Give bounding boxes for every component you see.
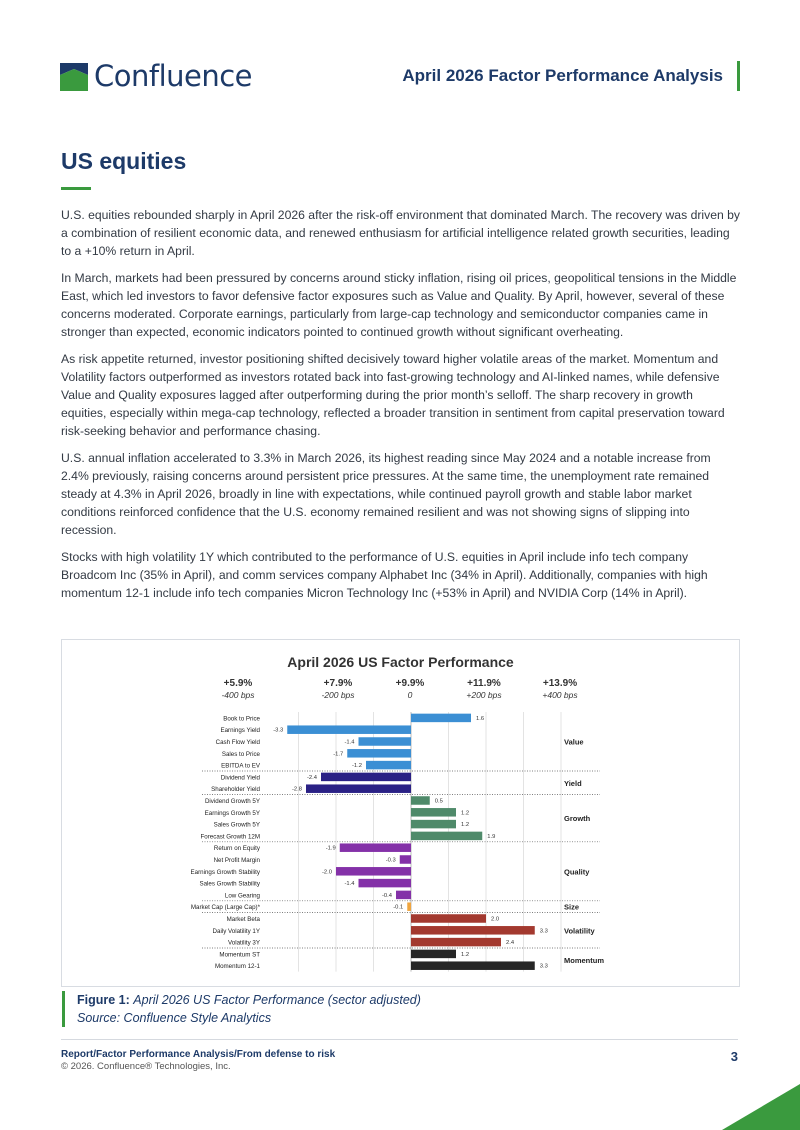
bar xyxy=(340,843,411,852)
scenario-bps: +400 bps xyxy=(542,690,578,700)
bar xyxy=(411,832,482,841)
paragraph: In March, markets had been pressured by concerns around sticky inflation, rising oil prices, geopolitical tensions in the Middle East, which led investors to favor defensive factor exposures such as Value and Quality. By April, however, several of these concerns moderated. Corporate earnings, particularly from large-cap technology and semiconductor companies came in stronger than expected, economic indicators pointed to continued growth without significant overheating. xyxy=(61,271,737,339)
page-number: 3 xyxy=(730,1049,738,1064)
bar xyxy=(359,737,412,746)
bar xyxy=(411,808,456,817)
scenario-return: +13.9% xyxy=(542,678,578,689)
bar xyxy=(411,914,486,923)
body-text xyxy=(61,206,741,611)
bar xyxy=(411,938,501,947)
bar xyxy=(336,867,411,876)
category-label: Shareholder Yield xyxy=(211,786,260,794)
scenario-return: +9.9% xyxy=(395,678,425,689)
category-label: Volatility 3Y xyxy=(228,939,260,947)
category-label: Net Profit Margin xyxy=(213,857,260,864)
category-label: Cash Flow Yield xyxy=(215,739,260,746)
scenario-return: +11.9% xyxy=(467,678,501,689)
bar xyxy=(411,961,535,970)
section-title: US equities xyxy=(61,148,187,174)
figure-label: Figure 1: xyxy=(77,993,130,1007)
bar xyxy=(411,796,430,805)
value-label: -2.0 xyxy=(322,869,332,876)
bar xyxy=(411,950,456,959)
bar xyxy=(287,725,411,734)
logo-text: Confluence xyxy=(94,59,253,93)
bar xyxy=(306,784,411,793)
scenario-return: +7.9% xyxy=(323,678,353,689)
value-label: 3.3 xyxy=(539,928,548,935)
category-label: Return on Equity xyxy=(213,845,260,853)
footer-copyright: © 2026. Confluence® Technologies, Inc. xyxy=(61,1061,231,1072)
category-label: Momentum ST xyxy=(219,951,260,959)
category-label: Earnings Yield xyxy=(220,727,260,735)
value-label: 2.4 xyxy=(506,940,515,947)
value-label: -1.4 xyxy=(344,881,355,888)
value-label: 1.2 xyxy=(461,822,470,829)
category-label: Earnings Growth 5Y xyxy=(204,809,260,817)
category-label: Market Cap (Large Cap)* xyxy=(190,904,260,912)
value-label: -2.8 xyxy=(292,786,302,793)
value-label: 1.9 xyxy=(487,833,496,840)
confluence-logo xyxy=(60,58,252,94)
category-label: Dividend Yield xyxy=(220,774,260,782)
scenario-bps: -400 bps xyxy=(221,690,255,700)
category-label: Momentum 12-1 xyxy=(214,963,260,971)
scenario-bps: +200 bps xyxy=(466,690,502,700)
bar xyxy=(411,714,471,723)
bar xyxy=(411,926,535,935)
category-label: Sales to Price xyxy=(221,750,260,758)
bar xyxy=(396,891,411,900)
value-label: 3.3 xyxy=(539,963,548,970)
paragraph: U.S. equities rebounded sharply in April 2026 after the risk-off environment that dominated March. The recovery was driven by a combination of resilient economic data, and renewed enthusiasm for artificial intelligence related growth securities, leading to a +10% return in April. xyxy=(61,208,741,258)
scenario-bps: -200 bps xyxy=(321,690,355,700)
group-label: Volatility xyxy=(564,926,595,936)
category-label: Market Beta xyxy=(226,916,260,923)
value-label: -0.1 xyxy=(393,904,404,911)
value-label: 0.5 xyxy=(434,798,443,805)
header-accent-bar xyxy=(737,61,740,91)
value-label: -0.3 xyxy=(385,857,396,864)
category-label: Earnings Growth Stability xyxy=(190,868,260,876)
value-label: 2.0 xyxy=(491,916,500,923)
category-label: Book to Price xyxy=(223,715,260,723)
bar xyxy=(411,820,456,829)
value-label: 1.2 xyxy=(461,810,470,817)
bar xyxy=(359,879,412,888)
scenario-bps: 0 xyxy=(407,690,413,700)
group-label: Size xyxy=(564,902,580,912)
bar xyxy=(400,855,411,864)
paragraph: Stocks with high volatility 1Y which contributed to the performance of U.S. equities in April include info tech company Broadcom Inc (35% in April), and comm services company Alphabet Inc (34% in April). Additionally, companies with high momentum 12-1 include info tech companies Micron Technology Inc (+53% in April) and NVIDIA Corp (14% in April). xyxy=(61,550,708,600)
category-label: Dividend Growth 5Y xyxy=(204,798,260,805)
value-label: -0.4 xyxy=(382,892,392,899)
corner-decoration xyxy=(722,1084,800,1130)
group-label: Value xyxy=(564,737,584,747)
bar xyxy=(321,773,411,782)
factor-performance-chart xyxy=(61,639,740,987)
figure-text: April 2026 US Factor Performance (sector adjusted) xyxy=(133,993,421,1007)
value-label: 1.6 xyxy=(476,715,485,722)
value-label: -1.9 xyxy=(325,845,336,852)
value-label: -1.4 xyxy=(344,739,355,746)
group-label: Yield xyxy=(564,778,582,788)
bar xyxy=(407,902,411,911)
group-label: Growth xyxy=(564,814,591,824)
figure-caption xyxy=(62,991,421,1027)
category-label: Forecast Growth 12M xyxy=(200,833,260,841)
category-label: Sales Growth 5Y xyxy=(213,821,260,829)
bar xyxy=(347,749,411,758)
chart-canvas xyxy=(62,640,739,986)
value-label: 1.2 xyxy=(461,951,470,958)
confluence-logo-icon xyxy=(60,61,88,91)
footer-breadcrumb: Report/Factor Performance Analysis/From defense to risk xyxy=(61,1049,336,1060)
section-title-underline xyxy=(61,187,91,190)
paragraph: U.S. annual inflation accelerated to 3.3% in March 2026, its highest reading since May 2024 and a notable increase from 2.4% previously, raising concerns around persistent price pressures. At the same time, the unemployment rate remained steady at 4.3% in April 2026, broadly in line with expectations, while continued payroll growth and stable labor market conditions reinforced confidence that the U.S. economy remained resilient and was not showing signs of slipping into recession. xyxy=(61,451,711,537)
value-label: -3.3 xyxy=(273,727,284,734)
group-label: Quality xyxy=(564,867,590,877)
value-label: -2.4 xyxy=(307,774,317,781)
scenario-return: +5.9% xyxy=(223,678,253,689)
paragraph: As risk appetite returned, investor positioning shifted decisively toward higher volatile areas of the market. Momentum and Volatility factors outperformed as investors rotated back into fast-growing technology and AI-linked names, while defensive Value and Quality exposures lagged after outperforming during the prior month’s selloff. The sharp recovery in growth equities, especially within mega-cap technology, reflected a broader transition in sentiment from capital preservation toward risk-seeking behavior and performance chasing. xyxy=(61,352,725,438)
category-label: Low Gearing xyxy=(224,892,260,900)
category-label: Daily Volatility 1Y xyxy=(212,927,260,935)
header-title: April 2026 Factor Performance Analysis xyxy=(402,66,723,85)
chart-title: April 2026 US Factor Performance xyxy=(287,654,514,670)
footer-divider xyxy=(61,1039,738,1040)
value-label: -1.7 xyxy=(333,751,344,758)
figure-source: Source: Confluence Style Analytics xyxy=(77,1011,272,1025)
category-label: Sales Growth Stability xyxy=(199,880,260,888)
group-label: Momentum xyxy=(564,955,604,965)
bar xyxy=(366,761,411,770)
value-label: -1.2 xyxy=(352,763,362,770)
category-label: EBITDA to EV xyxy=(221,762,260,770)
